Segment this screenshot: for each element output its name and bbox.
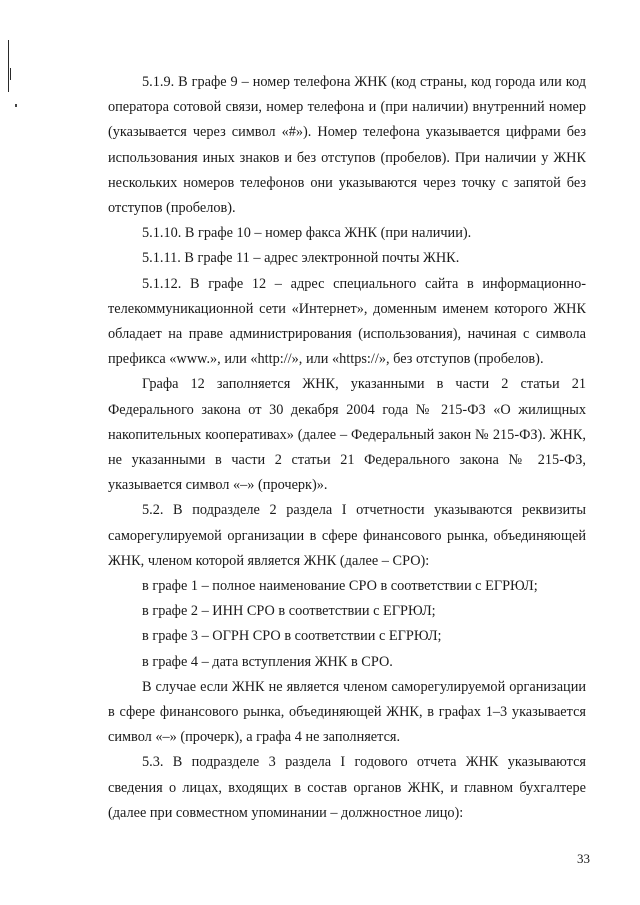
list-item-grafa-3: в графе 3 – ОГРН СРО в соответствии с ЕГРЮЛ; <box>142 628 442 645</box>
scan-edge-mark <box>10 68 11 80</box>
list-item-grafa-4: в графе 4 – дата вступления ЖНК в СРО. <box>142 653 393 670</box>
document-body <box>108 70 586 826</box>
list-item-grafa-1: в графе 1 – полное наименование СРО в соответствии с ЕГРЮЛ; <box>142 578 538 595</box>
paragraph-5-2: 5.2. В подразделе 2 раздела I отчетности указываются реквизиты саморегулируемой организации в сфере финансового рынка, объединяющей ЖНК, членом которой является ЖНК (далее – СРО): <box>108 502 586 569</box>
paragraph-5-1-12: 5.1.12. В графе 12 – адрес специального сайта в информационно-телекоммуникационной сети «Интернет», доменным именем которого ЖНК обладает на праве администрирования (использования), начиная с символа префикса «www.», или «http://», или «https://», без отступов (пробелов). <box>108 275 586 368</box>
paragraph-grafa-12: Графа 12 заполняется ЖНК, указанными в части 2 статьи 21 Федерального закона от 30 декабря 2004 года № 215-ФЗ «О жилищных накопительных кооперативах» (далее – Федеральный закон № 215-ФЗ). ЖНК, не указанными в части 2 статьи 21 Федерального закона № 215-ФЗ, указывается символ «–» (прочерк)». <box>108 376 586 494</box>
scan-edge-mark <box>8 40 9 92</box>
paragraph-5-3: 5.3. В подразделе 3 раздела I годового отчета ЖНК указываются сведения о лицах, входящих в состав органов ЖНК, и главном бухгалтере (далее при совместном упоминании – должностное лицо): <box>108 754 586 821</box>
paragraph-5-1-11: 5.1.11. В графе 11 – адрес электронной почты ЖНК. <box>142 250 460 267</box>
page-number: 33 <box>577 851 590 866</box>
paragraph-5-1-10: 5.1.10. В графе 10 – номер факса ЖНК (при наличии). <box>142 225 472 242</box>
paragraph-sro-absent: В случае если ЖНК не является членом саморегулируемой организации в сфере финансового рынка, объединяющей ЖНК, в графах 1–3 указывается символ «–» (прочерк), а графа 4 не заполняется. <box>108 678 586 746</box>
paragraph-5-1-9: 5.1.9. В графе 9 – номер телефона ЖНК (код страны, код города или код оператора сотовой связи, номер телефона и (при наличии) внутренний номер (указывается через символ «#»). Номер телефона указывается цифрами без использования иных знаков и без отступов (пробелов). При наличии у ЖНК нескольких номеров телефонов они указываются через точку с запятой без отступов (пробелов). <box>108 74 586 217</box>
scan-speck <box>15 104 17 107</box>
list-item-grafa-2: в графе 2 – ИНН СРО в соответствии с ЕГРЮЛ; <box>142 603 436 620</box>
